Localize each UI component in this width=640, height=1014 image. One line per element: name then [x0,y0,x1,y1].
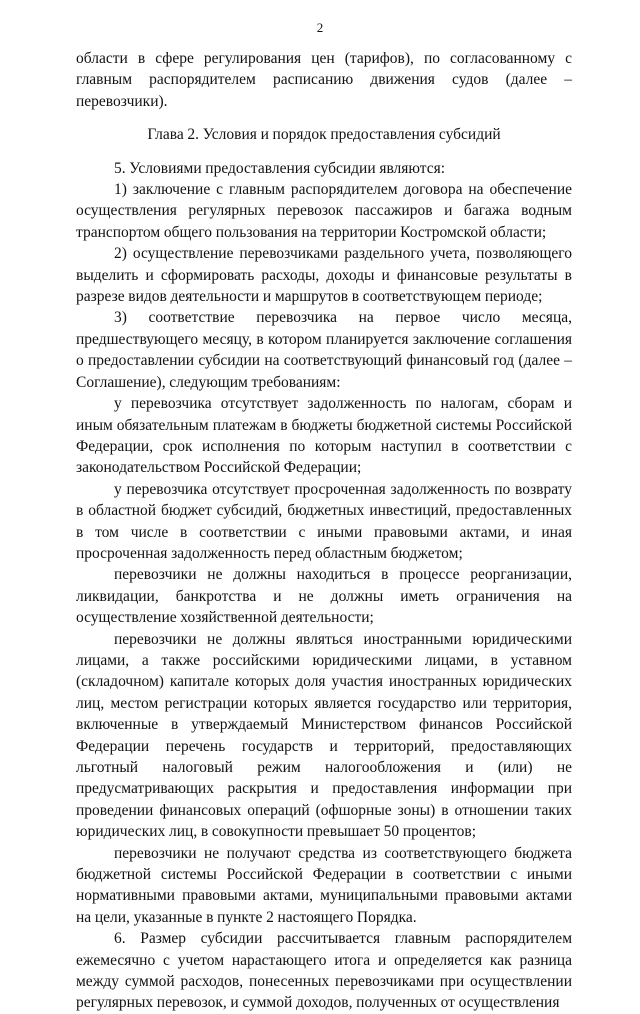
opening-paragraph: области в сфере регулирования цен (тарифов), по согласованному с главным распорядителем расписанию движения судов (далее – перевозчики). [76,50,572,110]
paragraph-condition-2: 2) осуществление перевозчиками раздельного учета, позволяющего выделить и сформировать расходы, доходы и финансовые результаты в разрезе видов деятельности и маршрутов в соответствующем периоде; [76,245,572,306]
paragraph-requirement-foreign-entities: перевозчики не должны являться иностранными юридическими лицами, а также российскими юридическими лицами, в уставном (складочном) капитале которых доля участия иностранных юридических лиц, местом регистрации которых является государство или территория, включенные в утверждаемый Министерством финансов Российской Федерации перечень государств и территорий, предоставляющих льготный налоговый режим налогообложения и (или) не предусматривающих раскрытия и предоставления информации при проведении финансовых операций (офшорные зоны) в отношении таких юридических лиц, в совокупности превышает 50 процентов; [76,630,572,841]
paragraph-requirement-taxes: у перевозчика отсутствует задолженность по налогам, сборам и иным обязательным платежам в бюджеты бюджетной системы Российской Федерации, срок исполнения по которым наступил в соответствии с законодательством Российской Федерации; [76,395,572,477]
paragraph-requirement-other-funds: перевозчики не получают средства из соответствующего бюджета бюджетной системы Российской Федерации в соответствии с иными нормативными правовыми актами, муниципальными правовыми актами на цели, указанные в пункте 2 настоящего Порядка. [76,844,572,926]
paragraph-condition-1: 1) заключение с главным распорядителем договора на обеспечение осуществления регулярных перевозок пассажиров и багажа водным транспортом общего пользования на территории Костромской области; [76,181,572,241]
paragraph-requirement-reorganization: перевозчики не должны находиться в процессе реорганизации, ликвидации, банкротства и не должны иметь ограничения на осуществление хозяйственной деятельности; [76,566,572,627]
page-number: 2 [316,20,324,35]
document-body [76,48,572,1014]
paragraph-condition-3: 3) соответствие перевозчика на первое число месяца, предшествующего месяцу, в котором планируется заключение соглашения о предоставлении субсидии на соответствующий финансовый год (далее – Соглашение), следующим требованиям: [76,309,572,391]
paragraph-clause-5: 5. Условиями предоставления субсидии являются: [114,159,446,177]
chapter-heading: Глава 2. Условия и порядок предоставления субсидий [147,126,501,144]
paragraph-requirement-overdue-debt: у перевозчика отсутствует просроченная задолженность по возврату в областной бюджет субсидий, бюджетных инвестиций, предоставленных в том числе в соответствии с иными правовыми актами, и иная просроченная задолженность перед областным бюджетом; [76,480,572,562]
paragraph-clause-6: 6. Размер субсидии рассчитывается главным распорядителем ежемесячно с учетом нарастающего итога и определяется как разница между суммой расходов, понесенных перевозчиками при осуществлении регулярных перевозок, и суммой доходов, полученных от осуществления [76,930,572,1012]
